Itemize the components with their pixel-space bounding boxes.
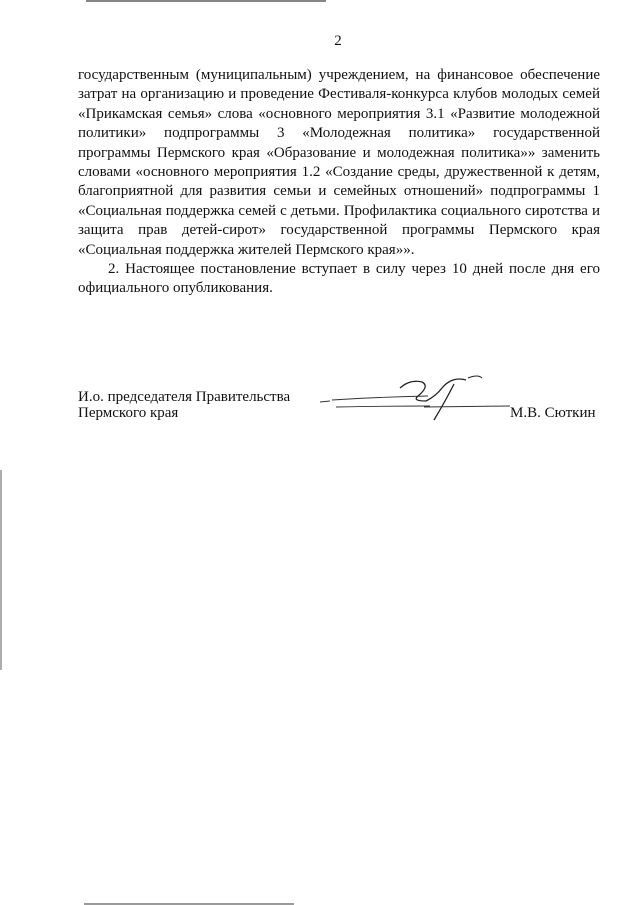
body-text (78, 66, 600, 299)
page-number: 2 (334, 33, 342, 49)
scan-edge-top (86, 0, 326, 2)
signer-name: М.В. Сюткин (510, 405, 596, 421)
scan-edge-left (0, 470, 2, 670)
signer-title (78, 389, 290, 421)
signer-title-line1: И.о. председателя Правительства (78, 389, 291, 405)
paragraph-amendment: государственным (муниципальным) учреждением, на финансовое обеспечение затрат на организацию и проведение Фестиваля-конкурса клубов молодых семей «Прикамская семья» слова «основного мероприятия 3.1 «Развитие молодежной политики» подпрограммы 3 «Молодежная политика» государственной программы Пермского края «Образование и молодежная политика»» заменить словами «основного мероприятия 1.2 «Создание среды, дружественной к детям, благоприятной для развития семьи и семейных отношений» подпрограммы 1 «Социальная поддержка семей с детьми. Профилактика социального сиротства и защита прав детей-сирот» государственной программы Пермского края «Социальная поддержка жителей Пермского края»». (78, 67, 600, 258)
signer-title-line2: Пермского края (78, 405, 179, 421)
handwritten-signature (318, 370, 528, 430)
paragraph-effective-date: 2. Настоящее постановление вступает в силу через 10 дней после дня его официального опубликования. (78, 261, 600, 297)
